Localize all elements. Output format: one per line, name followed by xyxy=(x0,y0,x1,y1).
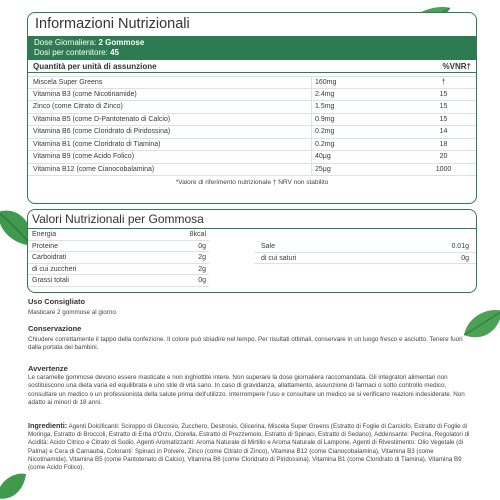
values-left-table xyxy=(28,229,209,287)
nutrient-quantity: 40μg xyxy=(315,153,331,160)
values-per-gummy-panel xyxy=(27,209,477,293)
usage-title: Uso Consigliato xyxy=(28,297,86,306)
nutrition-info-panel xyxy=(27,12,477,204)
table-row xyxy=(28,151,476,164)
nutrient-name: Vitamina B12 (come Cianocobalamina) xyxy=(28,164,312,176)
dose-info-band xyxy=(28,36,476,60)
warnings-title: Avvertenze xyxy=(28,364,68,373)
table-row xyxy=(28,275,209,287)
usage-section xyxy=(28,297,474,317)
nutrient-quantity: 2.4mg xyxy=(315,90,335,98)
value-label: Energia xyxy=(32,231,57,238)
nutrient-name: Vitamina B6 (come Cloridrato di Piridossina) xyxy=(28,126,312,138)
nutrition-table-rows xyxy=(28,76,476,176)
nutrition-table-header xyxy=(28,60,476,73)
nutrient-vnr: 18 xyxy=(439,140,448,148)
ingredients-text: Agenti Dolcificanti: Sciroppo di Glucosio, Zucchero, Destrosio, Glicerina, Miscela Super Greens (Estratto di Foglie di Carciofo, Estratto di Foglie di Moringa, Estratto di Broccoli, Estratto di Erba d'Orzo, Clorella, Estratto di Prezzemolo, Estratto di Spinaci, Estratto di Sedano), Addensante: Pectina, Regolatori di Acidità: Acido Citrico e Citrato di Sodio, Agenti Aromatizzanti: Aroma Naturale di Mirtillo e Aroma Naturale di Lampone, Agenti di Rivestimento: Olio Vegetale (di Palma) e Cera di Carnauba, Coloranti: Spinaci in Polvere, Zinco (come Citrato di Zinco), Vitamina B12 (come Cianocobalamina), Vitamina B3 (come Nicotinamide), Vitamina B5 (come Pantotenato di Calcio), Vitamina B6 (come Cloridrato di Piridossina), Vitamina B1 (come Cloridrato di Tiamina), Vitamina B9 (come Acido Folico). xyxy=(28,423,470,472)
value-amount: 0.01g xyxy=(451,243,469,250)
values-right-table xyxy=(254,241,477,264)
value-amount: 2g xyxy=(198,254,206,261)
nutrient-quantity: 25μg xyxy=(315,165,331,173)
table-row xyxy=(28,139,476,152)
table-row xyxy=(28,126,476,139)
nutrient-name: Vitamina B3 (come Nicotinamide) xyxy=(28,89,312,101)
nutrient-quantity: 0.2mg xyxy=(315,128,335,135)
daily-dose-value: 2 Gommose xyxy=(98,38,145,47)
leaf-decoration-bottom-left xyxy=(0,470,28,500)
value-label: Grassi totali xyxy=(32,277,69,284)
table-row xyxy=(28,89,476,102)
value-label: Proteine xyxy=(32,242,59,250)
storage-text: Chiudere correttamente il tappo della confezione. Il colore può sbiadire nel tempo. Per risultati ottimali, conservare in un luogo fresco e asciutto. Tenere fuori dalla portata dei bambini. xyxy=(28,336,463,352)
daily-dose-line xyxy=(34,38,470,48)
nutrient-vnr: 15 xyxy=(439,115,448,123)
nutrient-vnr: † xyxy=(441,79,446,86)
doses-per-container-value: 45 xyxy=(110,48,119,57)
nutrient-vnr: 14 xyxy=(439,128,448,135)
table-row xyxy=(254,241,477,253)
table-row xyxy=(28,241,209,253)
doses-per-container-label: Dosi per contenitore: xyxy=(34,48,108,57)
table-row xyxy=(28,264,209,276)
header-vnr-label: %VNR† xyxy=(442,62,471,71)
warnings-text: Le caramelle gommose devono essere masticate e non inghiottite intere. Non superare la dose giornaliera raccomandata. Gli integratori alimentari non sostituiscono una dieta varia ed equilibrata e uno stile di vita sano. In caso di gravidanza, allattamento, assunzione di farmaci o sotto controllo medico, consultare un medico o un professionista della salute prima dell'utilizzo. Interrompere l'uso e consultare un medico se si verificano reazioni indesiderate. Non adatto ai minori di 18 anni. xyxy=(28,374,465,407)
table-row xyxy=(254,253,477,265)
nutrition-info-title: Informazioni Nutrizionali xyxy=(35,16,190,32)
table-row xyxy=(28,252,209,264)
doses-per-container-line xyxy=(34,48,470,58)
nrv-footnote: *Valore di riferimento nutrizionale † NRV non stabilito xyxy=(175,179,329,186)
table-row xyxy=(28,76,476,89)
value-amount: 8kcal xyxy=(189,231,206,238)
value-label: Sale xyxy=(261,243,276,250)
value-label: Carboidrati xyxy=(32,254,67,261)
warnings-section xyxy=(28,364,474,408)
nutrient-vnr: 1000 xyxy=(435,165,452,173)
value-label: di cui zuccheri xyxy=(32,265,77,273)
storage-section xyxy=(28,324,474,353)
nutrient-quantity: 160mg xyxy=(315,79,337,86)
nutrient-quantity: 1.5mg xyxy=(315,103,335,110)
nutrient-vnr: 20 xyxy=(439,153,448,160)
values-per-gummy-title: Valori Nutrizionali per Gommosa xyxy=(28,210,476,229)
ingredients-title: Ingredienti: xyxy=(28,421,68,430)
value-amount: 2g xyxy=(198,265,206,273)
nutrient-name: Zinco (come Citrato di Zinco) xyxy=(28,101,312,113)
storage-title: Conservazione xyxy=(28,324,82,333)
nutrient-name: Vitamina B5 (come D-Pantotenato di Calcio) xyxy=(28,114,312,126)
daily-dose-label: Dose Giornaliera: xyxy=(34,38,97,47)
ingredients-paragraph xyxy=(28,422,474,472)
value-label: di cui saturi xyxy=(261,254,297,262)
usage-text: Masticare 2 gommose al giorno. xyxy=(28,309,118,316)
nutrient-name: Vitamina B1 (come Cloridrato di Tiamina) xyxy=(28,139,312,151)
value-amount: 0g xyxy=(198,277,206,284)
ingredients-section xyxy=(28,422,474,472)
nutrient-name: Vitamina B9 (come Acido Folico) xyxy=(28,151,312,163)
value-amount: 0g xyxy=(461,254,469,262)
nutrient-vnr: 15 xyxy=(439,90,448,98)
table-row xyxy=(28,114,476,127)
table-row xyxy=(28,164,476,177)
header-quantity-label: Quantità per unità di assunzione xyxy=(33,62,157,71)
table-row xyxy=(28,101,476,114)
nutrient-quantity: 0.2mg xyxy=(315,140,335,148)
nutrient-vnr: 15 xyxy=(439,103,448,110)
nutrient-quantity: 0.9mg xyxy=(315,115,335,123)
nutrient-name: Miscela Super Greens xyxy=(28,77,312,88)
table-row xyxy=(28,229,209,241)
value-amount: 0g xyxy=(198,242,206,250)
